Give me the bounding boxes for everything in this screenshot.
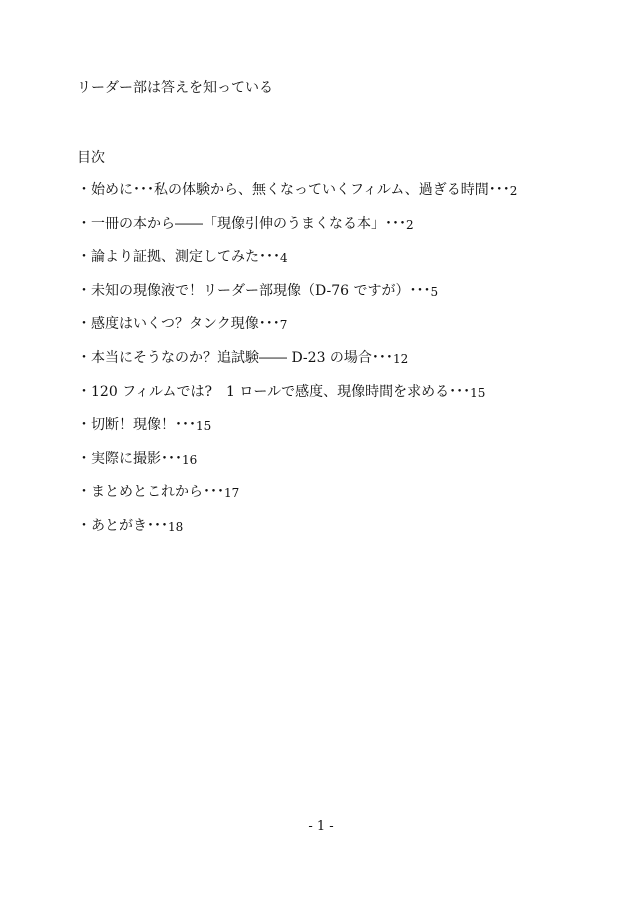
toc-entry-title: ・120 フィルムでは? 1 ロールで感度、現像時間を求める･･･ bbox=[77, 383, 471, 400]
toc-entry-title: ・本当にそうなのか？追試験―― D-23 の場合･･･ bbox=[77, 349, 393, 366]
toc-entry-page: 2 bbox=[406, 217, 414, 232]
toc-entry-title: ・感度はいくつ？タンク現像･･･ bbox=[77, 316, 280, 333]
toc-heading: 目次 bbox=[77, 150, 105, 166]
toc-entry-title: ・切断！現像！･･･ bbox=[77, 417, 196, 434]
page-number: - 1 - bbox=[308, 819, 334, 834]
table-of-contents bbox=[77, 180, 597, 550]
toc-entry bbox=[77, 314, 597, 348]
toc-entry bbox=[77, 281, 597, 315]
toc-entry bbox=[77, 382, 597, 416]
toc-entry bbox=[77, 415, 597, 449]
toc-entry bbox=[77, 180, 597, 214]
toc-entry-title: ・実際に撮影･･･ bbox=[77, 450, 182, 467]
toc-entry-page: 7 bbox=[279, 318, 288, 333]
toc-entry-title: ・まとめとこれから･･･ bbox=[77, 484, 224, 501]
toc-entry-title: ・あとがき･･･ bbox=[77, 517, 168, 534]
toc-entry-title: ・一冊の本から――「現像引伸のうまくなる本」･･･ bbox=[77, 215, 406, 232]
toc-entry-page: 16 bbox=[182, 452, 198, 467]
toc-entry bbox=[77, 348, 597, 382]
toc-entry-page: 18 bbox=[168, 519, 184, 534]
toc-entry-title: ・論より証拠、測定してみた･･･ bbox=[77, 249, 280, 266]
document-title: リーダー部は答えを知っている bbox=[77, 80, 273, 96]
toc-entry-page: 5 bbox=[430, 284, 439, 299]
toc-entry-title: ・未知の現像液で！リーダー部現像（D-76 ですが）･･･ bbox=[77, 282, 431, 299]
toc-entry bbox=[77, 247, 597, 281]
toc-entry bbox=[77, 449, 597, 483]
toc-entry bbox=[77, 516, 597, 550]
toc-entry-page: 12 bbox=[392, 351, 409, 366]
toc-entry-page: 15 bbox=[470, 385, 486, 400]
toc-entry bbox=[77, 482, 597, 516]
toc-entry-page: 17 bbox=[224, 486, 240, 501]
toc-entry-page: 2 bbox=[509, 184, 518, 198]
toc-entry-title: ・始めに･･･私の体験から、無くなっていくフィルム、過ぎる時間･･･ bbox=[77, 182, 510, 198]
toc-entry-page: 15 bbox=[196, 419, 212, 434]
toc-entry bbox=[77, 214, 597, 248]
toc-entry-page: 4 bbox=[280, 251, 288, 266]
